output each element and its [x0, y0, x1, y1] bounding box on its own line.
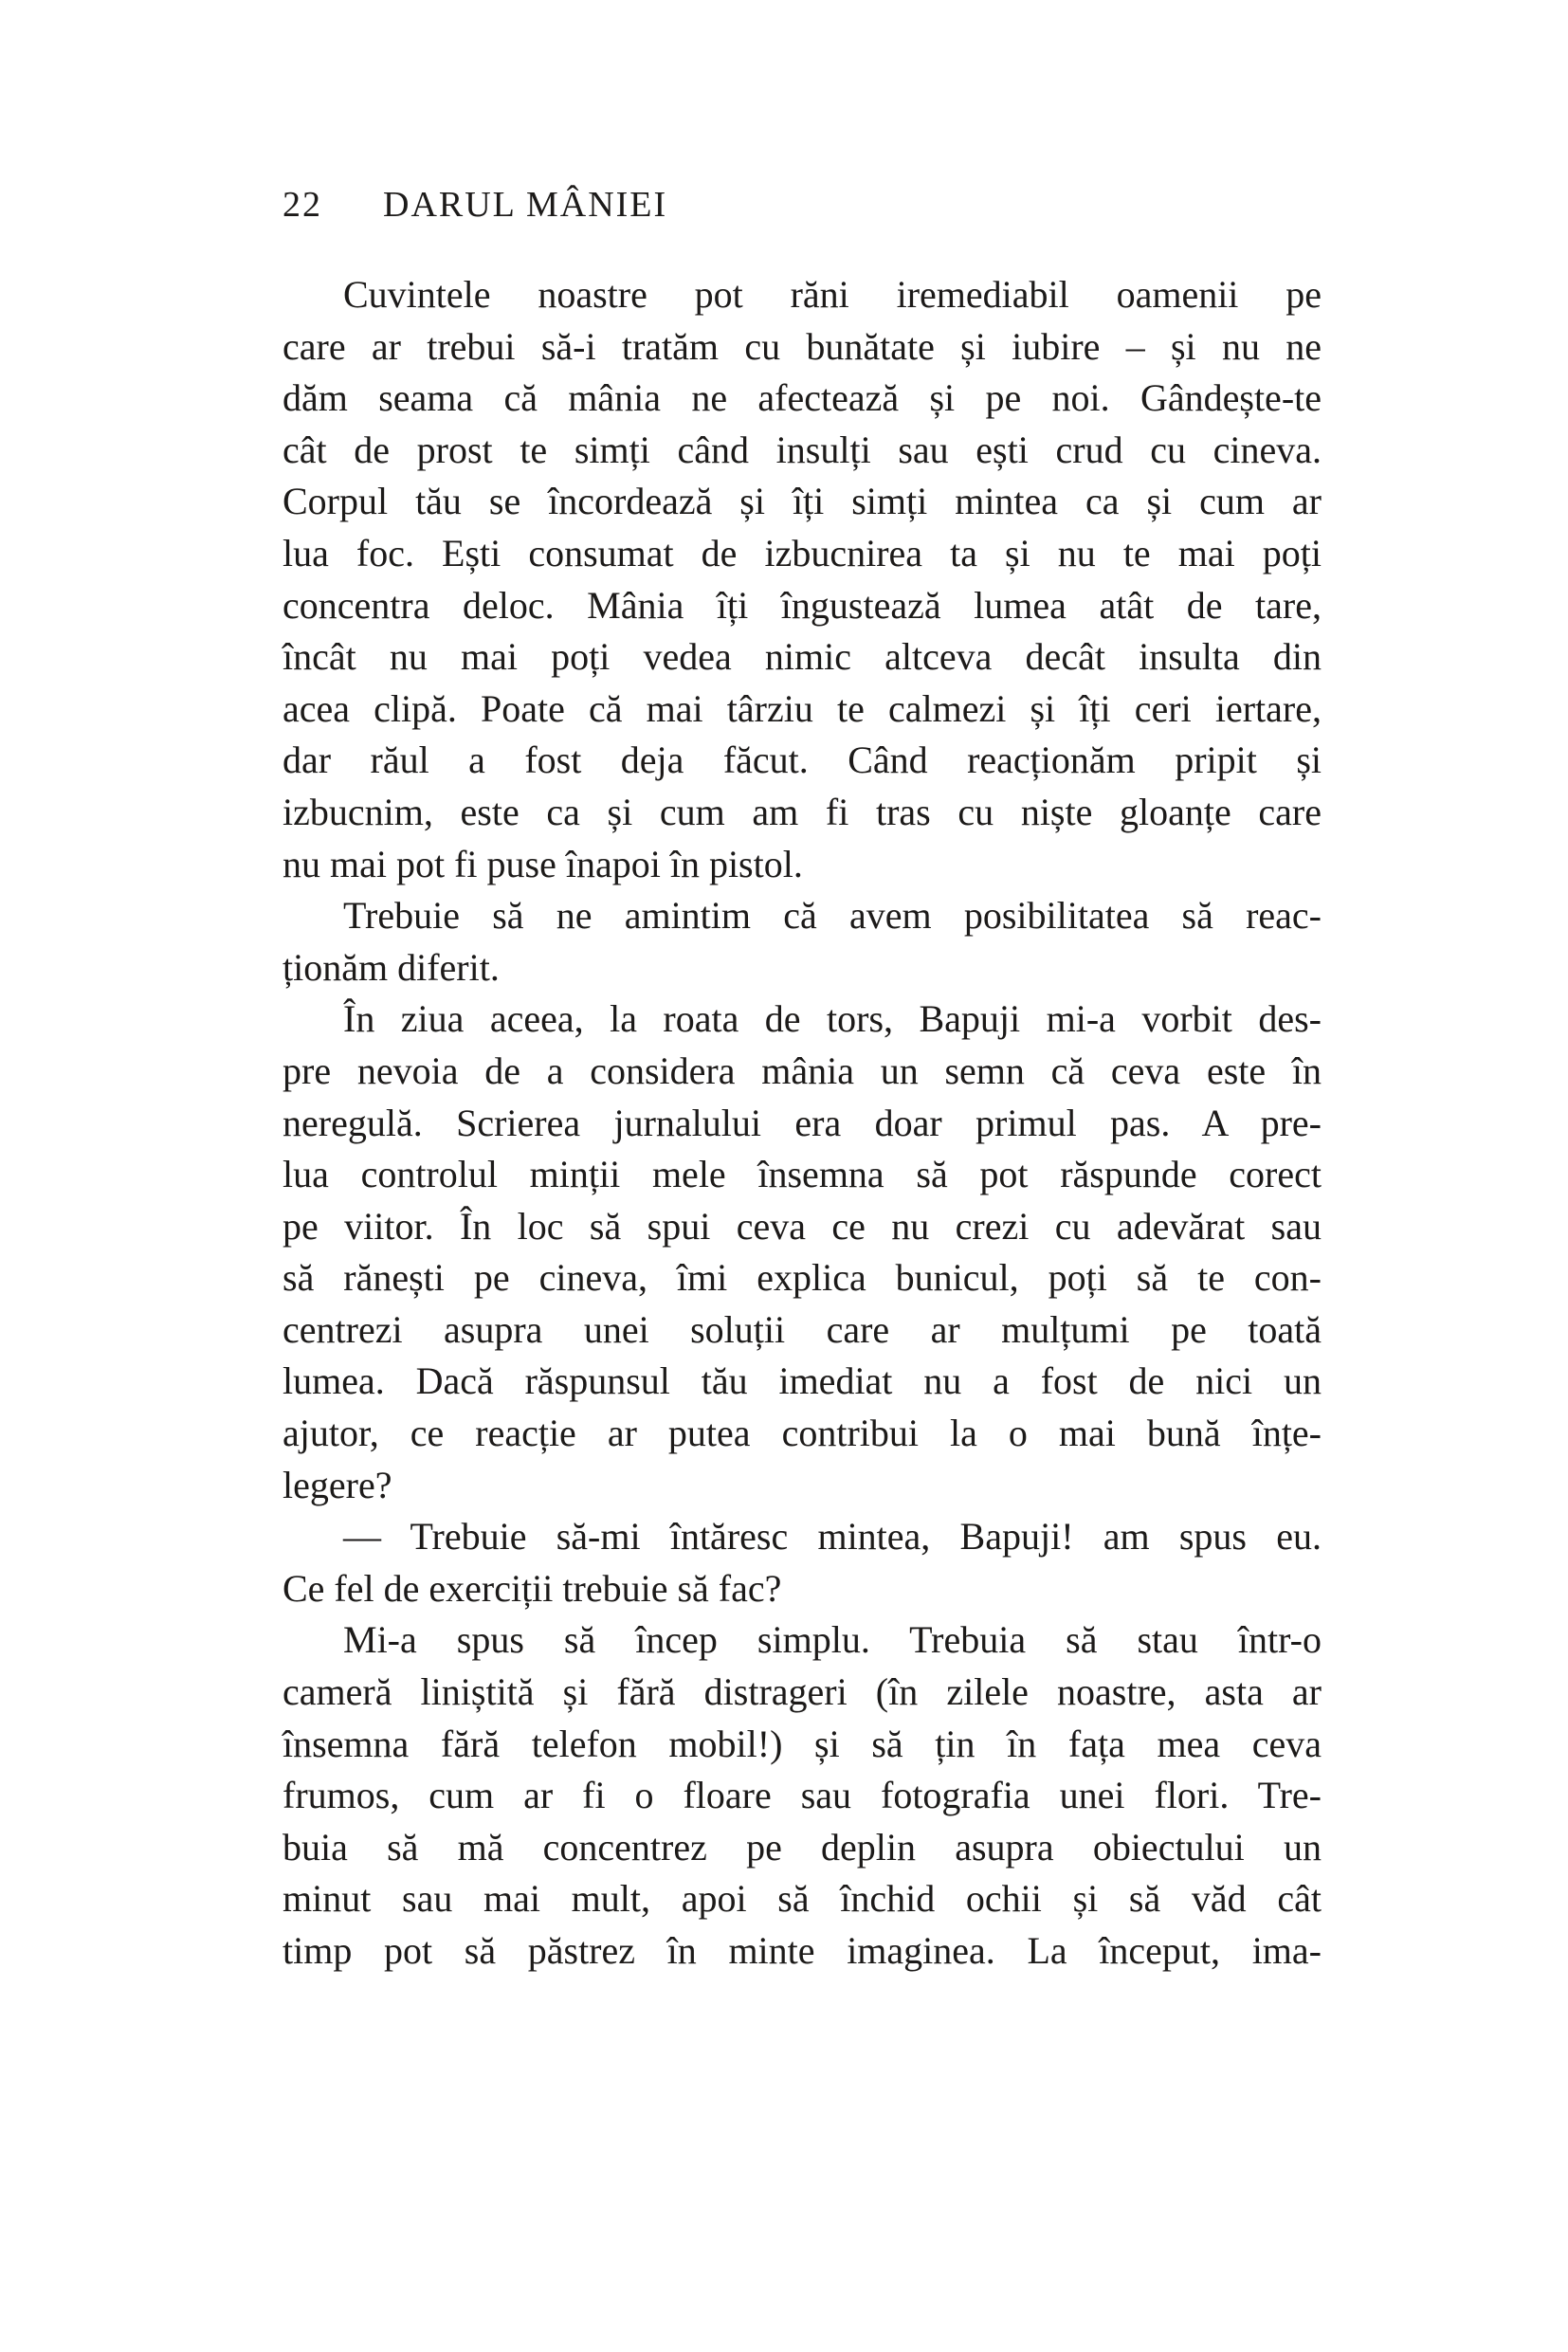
text-line: izbucnim, este ca și cum am fi tras cu niște gloanțe care — [283, 790, 1322, 833]
text-line: nu mai pot fi puse înapoi în pistol. — [283, 842, 803, 885]
text-line: minut sau mai mult, apoi să închid ochii și să văd cât — [283, 1877, 1322, 1921]
text-line: timp pot să păstrez în minte imaginea. La început, ima- — [283, 1929, 1322, 1972]
text-line: cât de prost te simți când insulți sau ești crud cu cineva. — [283, 428, 1322, 471]
paragraph — [283, 994, 1322, 1511]
page-number: 22 — [283, 185, 322, 225]
text-line: dăm seama că mânia ne afectează și pe noi. Gândește-te — [283, 376, 1322, 420]
page-body — [283, 269, 1322, 1978]
text-line: În ziua aceea, la roata de tors, Bapuji mi-a vorbit des- — [343, 997, 1322, 1041]
text-block — [283, 186, 1322, 1978]
text-line: Trebuie să ne amintim că avem posibilitatea să reac- — [343, 894, 1322, 938]
text-line: concentra deloc. Mânia îți îngustează lumea atât de tare, — [283, 583, 1322, 627]
text-line: frumos, cum ar fi o floare sau fotografia unei flori. Tre- — [283, 1774, 1322, 1817]
paragraph — [283, 890, 1322, 994]
text-line: lua foc. Ești consumat de izbucnirea ta și nu te mai poți — [283, 531, 1322, 574]
text-line: Cuvintele noastre pot răni iremediabil oamenii pe — [343, 273, 1322, 316]
running-title: DARUL MÂNIEI — [383, 185, 668, 225]
paragraph — [283, 269, 1322, 890]
text-line: — Trebuie să-mi întăresc mintea, Bapuji! am spus eu. — [343, 1515, 1322, 1559]
text-line: Mi-a spus să încep simplu. Trebuia să stau într-o — [343, 1618, 1322, 1662]
text-line: lua controlul minții mele însemna să pot răspunde corect — [283, 1153, 1322, 1196]
text-line: încât nu mai poți vedea nimic altceva decât insulta din — [283, 635, 1322, 679]
text-line: pre nevoia de a considera mânia un semn că ceva este în — [283, 1048, 1322, 1092]
text-line: Corpul tău se încordează și îți simți mintea ca și cum ar — [283, 480, 1322, 523]
paragraph — [283, 1614, 1322, 1977]
text-line: lumea. Dacă răspunsul tău imediat nu a fost de nici un — [283, 1359, 1322, 1403]
running-header — [283, 186, 1322, 224]
text-line: însemna fără telefon mobil!) și să țin în fața mea ceva — [283, 1722, 1322, 1765]
text-line: Ce fel de exerciții trebuie să fac? — [283, 1566, 782, 1610]
text-line: ționăm diferit. — [283, 945, 500, 989]
text-line: neregulă. Scrierea jurnalului era doar primul pas. A pre- — [283, 1101, 1322, 1144]
text-line: buia să mă concentrez pe deplin asupra obiectului un — [283, 1825, 1322, 1869]
paragraph — [283, 1511, 1322, 1614]
text-line: legere? — [283, 1463, 392, 1506]
text-line: dar răul a fost deja făcut. Când reacționăm pripit și — [283, 738, 1322, 782]
text-line: centrezi asupra unei soluții care ar mulțumi pe toată — [283, 1307, 1322, 1351]
text-line: ajutor, ce reacție ar putea contribui la o mai bună înțe- — [283, 1412, 1322, 1455]
text-line: acea clipă. Poate că mai târziu te calmezi și îți ceri iertare, — [283, 686, 1322, 730]
text-line: care ar trebui să-i tratăm cu bunătate și iubire – și nu ne — [283, 324, 1322, 368]
text-line: să rănești pe cineva, îmi explica bunicul, poți să te con- — [283, 1256, 1322, 1300]
text-line: cameră liniștită și fără distrageri (în zilele noastre, asta ar — [283, 1670, 1322, 1714]
text-line: pe viitor. În loc să spui ceva ce nu crezi cu adevărat sau — [283, 1204, 1322, 1248]
